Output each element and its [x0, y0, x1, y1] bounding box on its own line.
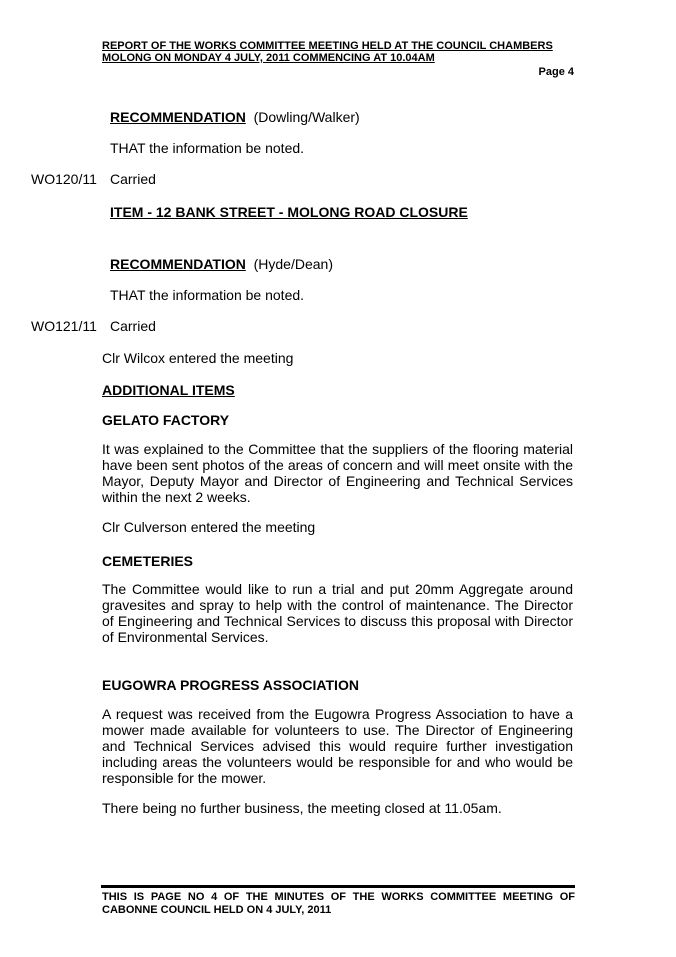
- footer-divider: [101, 885, 575, 888]
- recommendation-1-movers: (Dowling/Walker): [253, 109, 360, 125]
- resolution-2-number: WO121/11: [31, 318, 97, 334]
- resolution-2-status: Carried: [110, 318, 156, 334]
- cemeteries-heading: CEMETERIES: [102, 553, 194, 569]
- cemeteries-paragraph: The Committee would like to run a trial and put 20mm Aggregate around gravesites and spray to help with the control of maintenance. The Director of Engineering and Technical Services to discuss this proposal with Director of Environmental Services.: [102, 581, 573, 645]
- recommendation-1: [110, 109, 360, 125]
- gelato-factory-heading: GELATO FACTORY: [102, 412, 230, 428]
- item-12-heading: ITEM - 12 BANK STREET - MOLONG ROAD CLOSURE: [110, 204, 468, 220]
- report-header-line2: MOLONG ON MONDAY 4 JULY, 2011 COMMENCING AT 10.04AM: [102, 52, 435, 64]
- eugowra-heading: EUGOWRA PROGRESS ASSOCIATION: [102, 677, 359, 693]
- eugowra-paragraph: A request was received from the Eugowra Progress Association to have a mower made available for volunteers to use. The Director of Engineering and Technical Services advised this would require further investigation including areas the volunteers would be responsible for and who would be responsible for the mower.: [102, 706, 573, 786]
- report-header-line1: REPORT OF THE WORKS COMMITTEE MEETING HELD AT THE COUNCIL CHAMBERS: [102, 40, 553, 52]
- additional-items-heading: ADDITIONAL ITEMS: [102, 382, 235, 398]
- recommendation-2-title: RECOMMENDATION: [110, 256, 246, 272]
- wilcox-entered-note: Clr Wilcox entered the meeting: [102, 350, 294, 366]
- report-header: [102, 40, 575, 64]
- recommendation-1-text: THAT the information be noted.: [110, 140, 305, 156]
- footer-text: THIS IS PAGE NO 4 OF THE MINUTES OF THE WORKS COMMITTEE MEETING OF CABONNE COUNCIL HELD ON 4 JULY, 2011: [102, 891, 575, 916]
- recommendation-2: [110, 256, 333, 272]
- resolution-1-status: Carried: [110, 171, 156, 187]
- closing-statement: There being no further business, the meeting closed at 11.05am.: [102, 800, 502, 816]
- gelato-factory-paragraph: It was explained to the Committee that the suppliers of the flooring material have been sent photos of the areas of concern and will meet onsite with the Mayor, Deputy Mayor and Director of Engineering and Technical Services within the next 2 weeks.: [102, 441, 573, 505]
- resolution-1-number: WO120/11: [31, 171, 97, 187]
- recommendation-2-text: THAT the information be noted.: [110, 287, 305, 303]
- recommendation-2-movers: (Hyde/Dean): [253, 256, 333, 272]
- recommendation-1-title: RECOMMENDATION: [110, 109, 246, 125]
- page-number: Page 4: [538, 66, 574, 78]
- culverson-entered-note: Clr Culverson entered the meeting: [102, 519, 316, 535]
